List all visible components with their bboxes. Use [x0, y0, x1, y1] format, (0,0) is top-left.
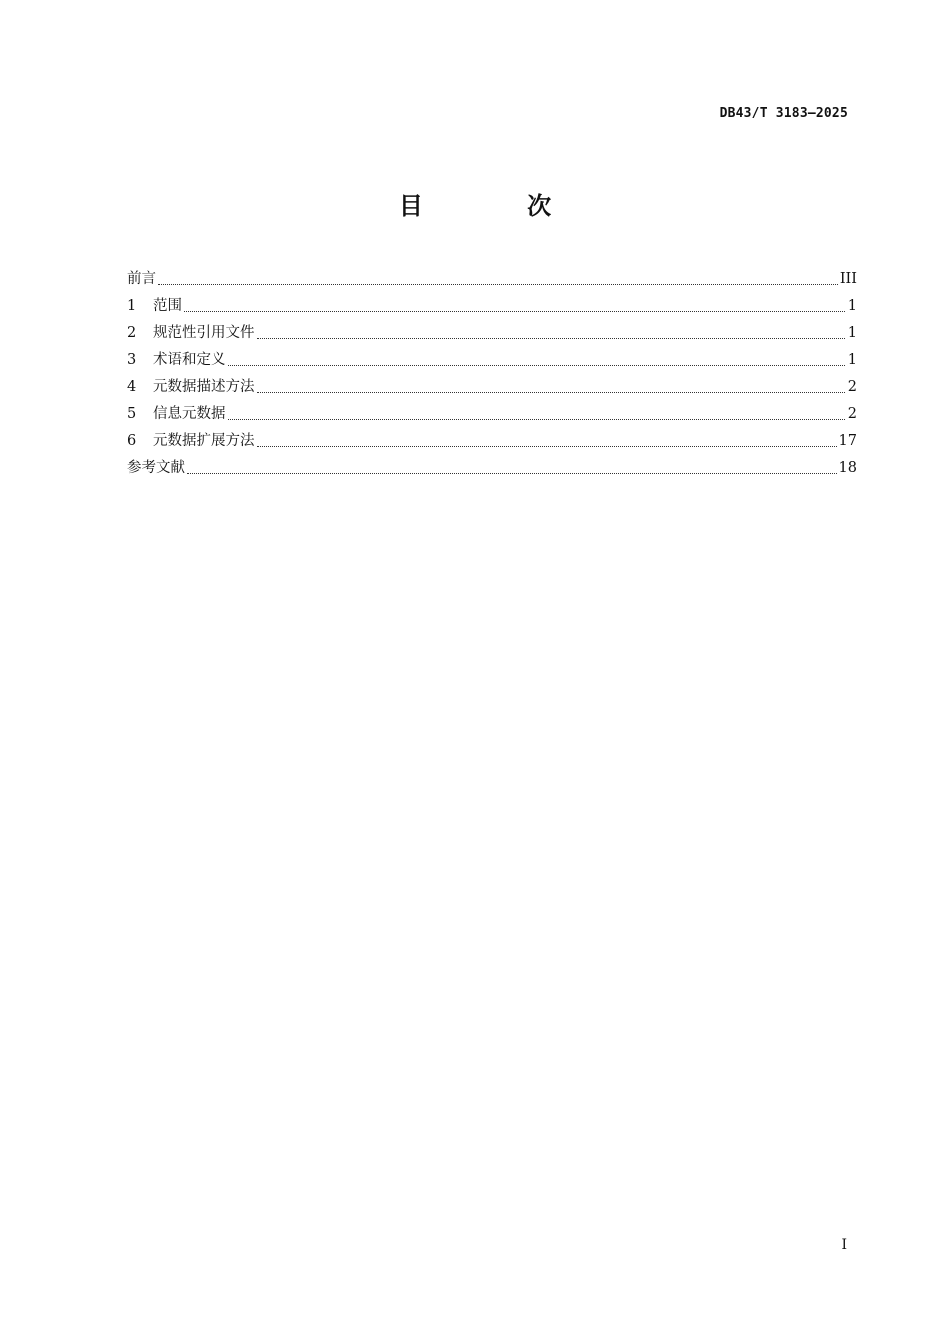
dot-leader — [257, 391, 846, 393]
toc-entry-page: 18 — [838, 460, 857, 476]
toc-entry-metadata-extension[interactable] — [127, 428, 857, 455]
toc-entry-page: 1 — [847, 352, 857, 368]
toc-entry-information-metadata[interactable] — [127, 401, 857, 428]
toc-entry-scope[interactable] — [127, 293, 857, 320]
toc-entry-terms-definitions[interactable] — [127, 347, 857, 374]
toc-entry-page: 2 — [847, 379, 857, 395]
toc-entry-number: 1 — [127, 298, 137, 314]
toc-entry-label: 范围 — [153, 298, 182, 314]
toc-entry-label: 元数据扩展方法 — [153, 433, 255, 449]
toc-entry-label: 前言 — [127, 271, 156, 287]
toc-entry-label: 规范性引用文件 — [153, 325, 255, 341]
toc-entry-metadata-description[interactable] — [127, 374, 857, 401]
toc-entry-label: 参考文献 — [127, 460, 185, 476]
toc-entry-number: 5 — [127, 406, 137, 422]
toc-title: 目 次 — [398, 192, 600, 220]
toc-entry-number: 4 — [127, 379, 137, 395]
page-number: I — [841, 1237, 847, 1253]
dot-leader — [228, 364, 846, 366]
toc-entry-page: 1 — [847, 298, 857, 314]
toc-entry-page: 2 — [847, 406, 857, 422]
toc-entry-page: 17 — [838, 433, 857, 449]
toc-entry-label: 信息元数据 — [153, 406, 226, 422]
dot-leader — [187, 472, 837, 474]
toc-entry-number: 2 — [127, 325, 137, 341]
dot-leader — [257, 337, 846, 339]
toc-entry-number: 3 — [127, 352, 137, 368]
toc-entry-preface[interactable] — [127, 266, 857, 293]
dot-leader — [228, 418, 846, 420]
toc-entry-label: 术语和定义 — [153, 352, 226, 368]
dot-leader — [158, 283, 838, 285]
toc-entry-page: 1 — [847, 325, 857, 341]
toc-entry-label: 元数据描述方法 — [153, 379, 255, 395]
dot-leader — [184, 310, 845, 312]
toc-entry-normative-references[interactable] — [127, 320, 857, 347]
toc-entry-number: 6 — [127, 433, 137, 449]
dot-leader — [257, 445, 837, 447]
toc-entry-page: III — [839, 271, 857, 287]
standard-code: DB43/T 3183—2025 — [719, 106, 848, 121]
table-of-contents — [127, 266, 857, 482]
toc-entry-bibliography[interactable] — [127, 455, 857, 482]
